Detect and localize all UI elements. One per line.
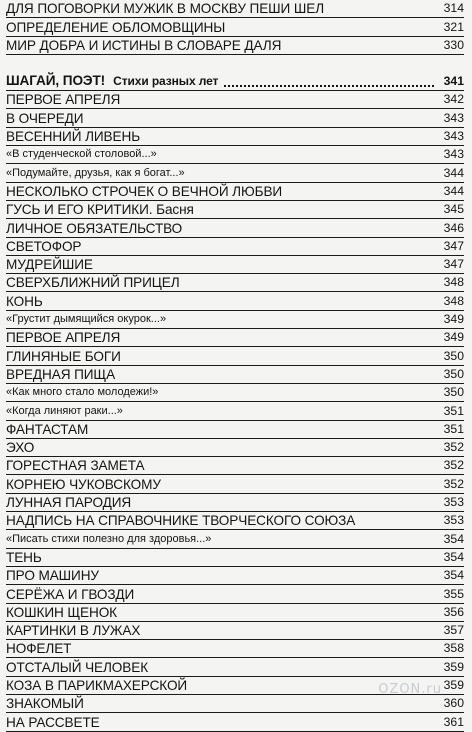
toc-row bbox=[6, 146, 464, 164]
toc-page-number: 360 bbox=[443, 696, 464, 711]
section-dot-leader bbox=[224, 85, 434, 87]
toc-page-number: 350 bbox=[443, 385, 464, 400]
toc-row bbox=[6, 549, 464, 567]
toc-entry-title: НА РАССВЕТЕ bbox=[6, 714, 100, 730]
toc-entry-title: ГУСЬ И ЕГО КРИТИКИ. Басня bbox=[6, 202, 194, 218]
toc-page-number: 345 bbox=[443, 202, 464, 217]
toc-page-number: 343 bbox=[443, 147, 464, 162]
toc-entry-title: ОТСТАЛЫЙ ЧЕЛОВЕК bbox=[6, 659, 149, 675]
toc-entry-title: «Грустит дымящийся окурок...» bbox=[6, 313, 167, 326]
toc-entry-title: СЕРЁЖА И ГВОЗДИ bbox=[6, 586, 135, 602]
toc-row bbox=[6, 347, 464, 365]
toc-entry-title: ВРЕДНАЯ ПИЩА bbox=[6, 366, 116, 382]
top-entries-list bbox=[6, 0, 464, 55]
toc-entry-title: СВЕТОФОР bbox=[6, 238, 82, 254]
toc-row bbox=[6, 622, 464, 640]
toc-row bbox=[6, 713, 464, 731]
toc-page-number: 349 bbox=[443, 312, 464, 327]
toc-page-number: 355 bbox=[443, 586, 464, 601]
toc-page-number: 356 bbox=[443, 604, 464, 619]
toc-entry-title: ПЕРВОЕ АПРЕЛЯ bbox=[6, 92, 121, 108]
toc-row bbox=[6, 439, 464, 457]
toc-row bbox=[6, 18, 464, 36]
toc-entry-title: НОФЕЛЕТ bbox=[6, 641, 72, 657]
toc-entry-title: «Подумайте, друзья, как я богат...» bbox=[6, 166, 185, 179]
toc-entry-title: КАРТИНКИ В ЛУЖАХ bbox=[6, 623, 141, 639]
toc-entry-title: «Писать стихи полезно для здоровья...» bbox=[6, 532, 212, 545]
toc-entry-title: В ОЧЕРЕДИ bbox=[6, 110, 84, 126]
toc-row bbox=[6, 183, 464, 201]
toc-page-number: 344 bbox=[443, 183, 464, 198]
toc-row bbox=[6, 384, 464, 402]
toc-entry-title: «Когда линяют раки...» bbox=[6, 404, 123, 417]
toc-page-number: 346 bbox=[443, 220, 464, 235]
toc-page-number: 350 bbox=[443, 366, 464, 381]
toc-row bbox=[6, 292, 464, 310]
toc-row bbox=[6, 109, 464, 127]
toc-entry-title: ЛУННАЯ ПАРОДИЯ bbox=[6, 495, 132, 511]
section-gap bbox=[6, 55, 464, 73]
toc-entry-title: КОРНЕЮ ЧУКОВСКОМУ bbox=[6, 476, 161, 492]
toc-entry-title: ЗНАКОМЫЙ bbox=[6, 696, 84, 712]
section-title: ШАГАЙ, ПОЭТ! bbox=[6, 73, 106, 89]
toc-page-number: 352 bbox=[443, 440, 464, 455]
toc-row bbox=[6, 530, 464, 548]
toc-page-number: 343 bbox=[443, 129, 464, 144]
toc-entry-title: НЕСКОЛЬКО СТРОЧЕК О ВЕЧНОЙ ЛЮБВИ bbox=[6, 183, 283, 199]
toc-page-number: 330 bbox=[443, 37, 464, 52]
toc-row bbox=[6, 201, 464, 219]
table-of-contents bbox=[6, 0, 464, 732]
toc-entry-title: ЭХО bbox=[6, 440, 35, 456]
toc-row bbox=[6, 128, 464, 146]
toc-entry-title: ФАНТАСТАМ bbox=[6, 421, 89, 437]
toc-page-number: 351 bbox=[443, 421, 464, 436]
toc-row bbox=[6, 421, 464, 439]
toc-entry-title: МУДРЕЙШИЕ bbox=[6, 257, 93, 273]
toc-page-number: 352 bbox=[443, 476, 464, 491]
toc-page-number: 359 bbox=[443, 659, 464, 674]
toc-page-number: 348 bbox=[443, 293, 464, 308]
toc-row bbox=[6, 695, 464, 713]
toc-row bbox=[6, 0, 464, 18]
section-page-number: 341 bbox=[443, 74, 464, 89]
toc-entry-title: ТЕНЬ bbox=[6, 549, 42, 565]
toc-entry-title: ПРО МАШИНУ bbox=[6, 568, 99, 584]
toc-entry-title: ОПРЕДЕЛЕНИЕ ОБЛОМОВЩИНЫ bbox=[6, 19, 226, 35]
toc-page-number: 354 bbox=[443, 531, 464, 546]
toc-entry-title: ДЛЯ ПОГОВОРКИ МУЖИК В МОСКВУ ПЕШИ ШЕЛ bbox=[6, 1, 325, 17]
toc-page-number: 344 bbox=[443, 165, 464, 180]
toc-page-number: 352 bbox=[443, 458, 464, 473]
toc-page-number: 353 bbox=[443, 495, 464, 510]
toc-page-number: 354 bbox=[443, 568, 464, 583]
toc-entry-title: КОНЬ bbox=[6, 293, 43, 309]
toc-row bbox=[6, 457, 464, 475]
toc-row bbox=[6, 91, 464, 109]
toc-entry-title: ЛИЧНОЕ ОБЯЗАТЕЛЬСТВО bbox=[6, 220, 183, 236]
toc-page-number: 351 bbox=[443, 403, 464, 418]
toc-entry-title: МИР ДОБРА И ИСТИНЫ В СЛОВАРЕ ДАЛЯ bbox=[6, 37, 282, 53]
toc-row bbox=[6, 37, 464, 55]
toc-row bbox=[6, 494, 464, 512]
toc-page-number: 347 bbox=[443, 238, 464, 253]
toc-page-number: 358 bbox=[443, 641, 464, 656]
toc-page-number: 321 bbox=[443, 19, 464, 34]
toc-page-number: 342 bbox=[443, 92, 464, 107]
toc-row bbox=[6, 512, 464, 530]
toc-row bbox=[6, 475, 464, 493]
toc-entry-title: ПЕРВОЕ АПРЕЛЯ bbox=[6, 330, 121, 346]
section-heading-row bbox=[6, 73, 464, 91]
toc-page-number: 343 bbox=[443, 110, 464, 125]
toc-page-number: 361 bbox=[443, 714, 464, 729]
toc-row bbox=[6, 219, 464, 237]
toc-entry-title: «В студенческой столовой...» bbox=[6, 148, 157, 161]
toc-page-number: 348 bbox=[443, 275, 464, 290]
section-subtitle: Стихи разных лет bbox=[113, 74, 219, 89]
toc-row bbox=[6, 311, 464, 329]
toc-entry-title: «Как много стало молодежи!» bbox=[6, 386, 159, 399]
toc-row bbox=[6, 402, 464, 420]
section-heading bbox=[6, 72, 218, 90]
toc-row bbox=[6, 256, 464, 274]
toc-row bbox=[6, 585, 464, 603]
toc-row bbox=[6, 238, 464, 256]
toc-page-number: 347 bbox=[443, 257, 464, 272]
toc-entry-title: ГОРЕСТНАЯ ЗАМЕТА bbox=[6, 458, 145, 474]
toc-page-number: 354 bbox=[443, 549, 464, 564]
toc-entry-title: КОШКИН ЩЕНОК bbox=[6, 604, 118, 620]
watermark: OZON.ru bbox=[378, 682, 442, 697]
toc-row bbox=[6, 274, 464, 292]
toc-page-number: 359 bbox=[443, 677, 464, 692]
toc-entry-title: ГЛИНЯНЫЕ БОГИ bbox=[6, 348, 121, 364]
toc-entry-title: ВЕСЕННИЙ ЛИВЕНЬ bbox=[6, 129, 141, 145]
toc-entry-title: КОЗА В ПАРИКМАХЕРСКОЙ bbox=[6, 677, 188, 693]
toc-page-number: 350 bbox=[443, 348, 464, 363]
toc-page-number: 314 bbox=[443, 1, 464, 16]
toc-entry-title: НАДПИСЬ НА СПРАВОЧНИКЕ ТВОРЧЕСКОГО СОЮЗА bbox=[6, 513, 356, 529]
toc-page-number: 357 bbox=[443, 623, 464, 638]
toc-entry-title: СВЕРХБЛИЖНИЙ ПРИЦЕЛ bbox=[6, 275, 180, 291]
toc-row bbox=[6, 164, 464, 182]
toc-row bbox=[6, 604, 464, 622]
toc-page-number: 353 bbox=[443, 513, 464, 528]
toc-row bbox=[6, 658, 464, 676]
toc-page-number: 349 bbox=[443, 330, 464, 345]
toc-row bbox=[6, 567, 464, 585]
toc-row bbox=[6, 329, 464, 347]
toc-row bbox=[6, 366, 464, 384]
toc-row bbox=[6, 640, 464, 658]
entries-list bbox=[6, 91, 464, 731]
